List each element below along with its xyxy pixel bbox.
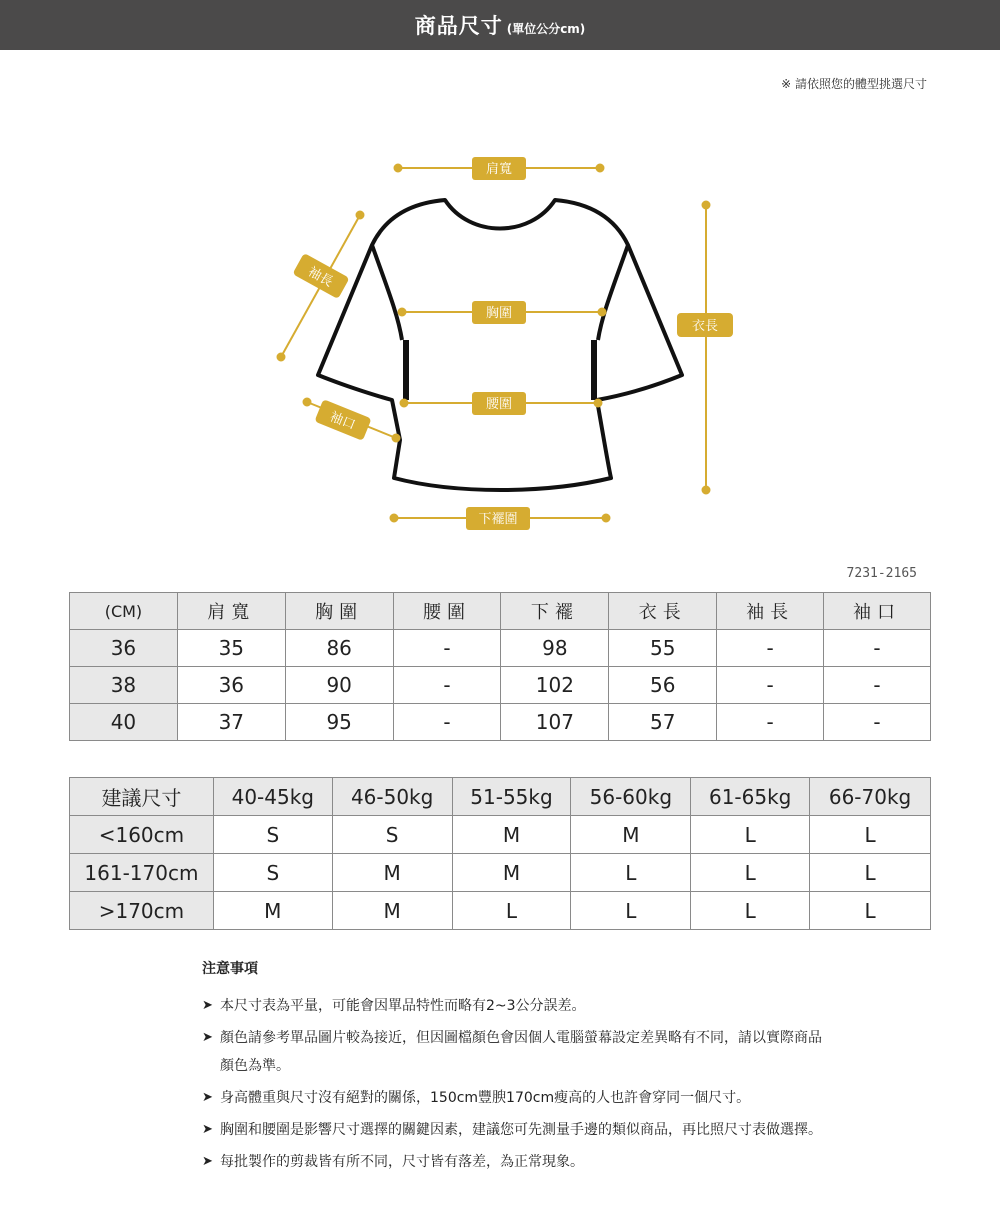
table-row bbox=[70, 704, 931, 741]
list-item bbox=[202, 992, 822, 1020]
header-cell: 40-45kg bbox=[213, 778, 332, 816]
tshirt-outline bbox=[318, 200, 682, 490]
note-text: 身高體重與尺寸沒有絕對的關係，150cm豐腴170cm瘦高的人也許會穿同一個尺寸。 bbox=[220, 1090, 751, 1106]
note-text: 本尺寸表為平量，可能會因單品特性而略有2~3公分誤差。 bbox=[220, 998, 586, 1014]
table-cell: - bbox=[824, 667, 931, 704]
table-cell: M bbox=[213, 892, 332, 930]
height-cell: <160cm bbox=[70, 816, 214, 854]
table-cell: S bbox=[332, 816, 452, 854]
table-cell: M bbox=[452, 816, 571, 854]
header-cell: 肩寬 bbox=[177, 593, 285, 630]
header-cell: 袖口 bbox=[824, 593, 931, 630]
chest-label bbox=[472, 301, 526, 324]
notes-title: 注意事項 bbox=[202, 961, 258, 977]
table-cell: 37 bbox=[177, 704, 285, 741]
shoulder-label bbox=[472, 157, 526, 180]
arrow-bullet-icon: ➤ bbox=[202, 1030, 213, 1045]
table-cell: S bbox=[213, 816, 332, 854]
table-cell: M bbox=[332, 854, 452, 892]
size-tip: ※ 請依照您的體型挑選尺寸 bbox=[781, 77, 927, 91]
height-cell: >170cm bbox=[70, 892, 214, 930]
table-cell: - bbox=[393, 667, 501, 704]
header-cell: 胸圍 bbox=[285, 593, 393, 630]
size-cell: 38 bbox=[70, 667, 178, 704]
list-item bbox=[202, 1084, 822, 1112]
page-title bbox=[0, 0, 1000, 50]
table-cell: L bbox=[571, 854, 691, 892]
header-cell: 腰圍 bbox=[393, 593, 501, 630]
table-cell: - bbox=[717, 667, 824, 704]
table-cell: 102 bbox=[501, 667, 609, 704]
size-table bbox=[69, 592, 931, 741]
recommend-table-header bbox=[70, 778, 931, 816]
length-label bbox=[677, 313, 733, 337]
notes-section bbox=[202, 958, 822, 1180]
table-cell: M bbox=[571, 816, 691, 854]
table-cell: 90 bbox=[285, 667, 393, 704]
table-cell: M bbox=[332, 892, 452, 930]
header-cell: 下襬 bbox=[501, 593, 609, 630]
table-cell: - bbox=[393, 630, 501, 667]
svg-text:袖口: 袖口 bbox=[327, 409, 358, 434]
size-cell: 36 bbox=[70, 630, 178, 667]
svg-text:下襬圍: 下襬圍 bbox=[478, 512, 518, 527]
measure-lines bbox=[278, 165, 710, 522]
header-cell: 46-50kg bbox=[332, 778, 452, 816]
header-cell: (CM) bbox=[70, 593, 178, 630]
table-cell: - bbox=[824, 704, 931, 741]
svg-text:衣長: 衣長 bbox=[691, 319, 719, 334]
table-row bbox=[70, 816, 931, 854]
size-table-header bbox=[70, 593, 931, 630]
table-cell: L bbox=[810, 892, 931, 930]
svg-text:肩寬: 肩寬 bbox=[485, 162, 513, 177]
arrow-bullet-icon: ➤ bbox=[202, 1122, 213, 1137]
table-cell: 55 bbox=[609, 630, 717, 667]
table-row bbox=[70, 630, 931, 667]
table-row bbox=[70, 667, 931, 704]
header-cell: 61-65kg bbox=[691, 778, 810, 816]
table-cell: 107 bbox=[501, 704, 609, 741]
table-row bbox=[70, 854, 931, 892]
table-cell: S bbox=[213, 854, 332, 892]
table-cell: M bbox=[452, 854, 571, 892]
svg-text:胸圍: 胸圍 bbox=[485, 306, 513, 321]
note-text: 顏色請參考單品圖片較為接近，但因圖檔顏色會因個人電腦螢幕設定差異略有不同，請以實際商品顏色為準。 bbox=[220, 1030, 822, 1074]
list-item bbox=[202, 1148, 822, 1176]
header-cell: 建議尺寸 bbox=[70, 778, 214, 816]
table-cell: L bbox=[691, 854, 810, 892]
garment-diagram bbox=[0, 140, 1000, 540]
svg-text:袖長: 袖長 bbox=[305, 264, 336, 291]
cuff-label bbox=[314, 399, 371, 441]
waist-label bbox=[472, 392, 526, 415]
table-cell: - bbox=[717, 630, 824, 667]
table-cell: L bbox=[691, 892, 810, 930]
header-cell: 衣長 bbox=[609, 593, 717, 630]
recommend-table bbox=[69, 777, 931, 930]
header-cell: 51-55kg bbox=[452, 778, 571, 816]
svg-text:腰圍: 腰圍 bbox=[485, 397, 513, 412]
table-cell: L bbox=[452, 892, 571, 930]
table-cell: 56 bbox=[609, 667, 717, 704]
table-cell: 57 bbox=[609, 704, 717, 741]
arrow-bullet-icon: ➤ bbox=[202, 1090, 213, 1105]
height-cell: 161-170cm bbox=[70, 854, 214, 892]
arrow-bullet-icon: ➤ bbox=[202, 1154, 213, 1169]
table-cell: 35 bbox=[177, 630, 285, 667]
list-item bbox=[202, 1116, 822, 1144]
table-row bbox=[70, 892, 931, 930]
table-cell: 98 bbox=[501, 630, 609, 667]
note-text: 每批製作的剪裁皆有所不同，尺寸皆有落差，為正常現象。 bbox=[220, 1154, 584, 1170]
table-cell: - bbox=[393, 704, 501, 741]
table-cell: - bbox=[824, 630, 931, 667]
table-cell: L bbox=[810, 854, 931, 892]
table-cell: L bbox=[691, 816, 810, 854]
title-unit: (單位公分cm) bbox=[506, 22, 586, 36]
table-cell: 36 bbox=[177, 667, 285, 704]
product-code: 7231-2165 bbox=[846, 566, 917, 581]
size-cell: 40 bbox=[70, 704, 178, 741]
header-cell: 袖長 bbox=[717, 593, 824, 630]
arrow-bullet-icon: ➤ bbox=[202, 998, 213, 1013]
list-item bbox=[202, 1024, 822, 1080]
table-cell: L bbox=[571, 892, 691, 930]
table-cell: 95 bbox=[285, 704, 393, 741]
hem-label bbox=[466, 507, 530, 530]
table-cell: L bbox=[810, 816, 931, 854]
table-cell: - bbox=[717, 704, 824, 741]
sleeve-length-label bbox=[292, 253, 349, 299]
header-cell: 66-70kg bbox=[810, 778, 931, 816]
title-main: 商品尺寸 bbox=[414, 14, 503, 38]
table-cell: 86 bbox=[285, 630, 393, 667]
note-text: 胸圍和腰圍是影響尺寸選擇的關鍵因素，建議您可先測量手邊的類似商品，再比照尺寸表做選擇。 bbox=[220, 1122, 822, 1138]
header-cell: 56-60kg bbox=[571, 778, 691, 816]
